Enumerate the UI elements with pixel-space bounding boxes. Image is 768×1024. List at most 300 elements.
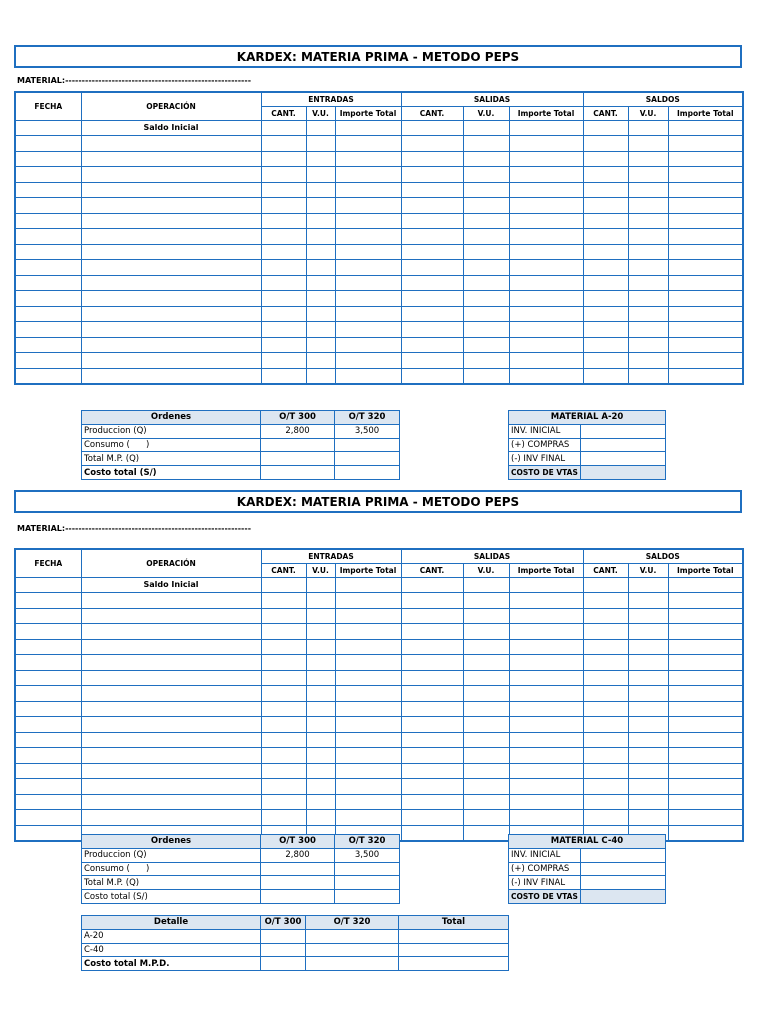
- cell[interactable]: [668, 825, 743, 841]
- cell[interactable]: [261, 120, 306, 136]
- cell[interactable]: [509, 167, 583, 183]
- cell[interactable]: [15, 825, 81, 841]
- cell[interactable]: [509, 639, 583, 655]
- cell[interactable]: [628, 353, 668, 369]
- cell[interactable]: [306, 368, 335, 384]
- cell[interactable]: [15, 167, 81, 183]
- cell[interactable]: [15, 624, 81, 640]
- cell[interactable]: [81, 182, 261, 198]
- cell[interactable]: [81, 167, 261, 183]
- cell[interactable]: [306, 957, 399, 971]
- cell[interactable]: [401, 639, 463, 655]
- cell[interactable]: [81, 779, 261, 795]
- cell[interactable]: [261, 639, 306, 655]
- consumo-ot320[interactable]: [335, 438, 400, 452]
- cell[interactable]: [306, 322, 335, 338]
- cell[interactable]: [668, 717, 743, 733]
- cell[interactable]: [668, 794, 743, 810]
- cell[interactable]: [668, 337, 743, 353]
- cell[interactable]: [668, 639, 743, 655]
- cell[interactable]: [583, 120, 628, 136]
- cell[interactable]: [401, 337, 463, 353]
- consumo-ot300[interactable]: [261, 862, 335, 876]
- cell[interactable]: [628, 608, 668, 624]
- cell[interactable]: [401, 577, 463, 593]
- cell[interactable]: [15, 260, 81, 276]
- cell[interactable]: [668, 732, 743, 748]
- cell[interactable]: [306, 624, 335, 640]
- cell[interactable]: [463, 670, 509, 686]
- cell[interactable]: [261, 182, 306, 198]
- cell[interactable]: [261, 260, 306, 276]
- cell[interactable]: [81, 810, 261, 826]
- cell[interactable]: [401, 608, 463, 624]
- cell[interactable]: [509, 794, 583, 810]
- cell[interactable]: [668, 306, 743, 322]
- cell[interactable]: [335, 779, 401, 795]
- cell[interactable]: [81, 655, 261, 671]
- inv-inicial-value[interactable]: [581, 848, 666, 862]
- cell[interactable]: [583, 337, 628, 353]
- cell[interactable]: [509, 686, 583, 702]
- cell[interactable]: [335, 306, 401, 322]
- costo-total-ot300[interactable]: [261, 890, 335, 904]
- cell[interactable]: [335, 810, 401, 826]
- cell[interactable]: [463, 655, 509, 671]
- cell[interactable]: [306, 655, 335, 671]
- cell[interactable]: [335, 151, 401, 167]
- cell[interactable]: [463, 686, 509, 702]
- cell[interactable]: [583, 198, 628, 214]
- cell[interactable]: [306, 151, 335, 167]
- cell[interactable]: [15, 353, 81, 369]
- cell[interactable]: [81, 322, 261, 338]
- cell[interactable]: [463, 306, 509, 322]
- cell[interactable]: [628, 151, 668, 167]
- cell[interactable]: [335, 353, 401, 369]
- total-mp-ot300[interactable]: [261, 452, 335, 466]
- cell[interactable]: [509, 151, 583, 167]
- cell[interactable]: [15, 763, 81, 779]
- cell[interactable]: [15, 748, 81, 764]
- cell[interactable]: [463, 275, 509, 291]
- cell[interactable]: [401, 353, 463, 369]
- cell[interactable]: [335, 763, 401, 779]
- cell[interactable]: [401, 120, 463, 136]
- cell[interactable]: [261, 198, 306, 214]
- cell[interactable]: [261, 229, 306, 245]
- cell[interactable]: [401, 794, 463, 810]
- cell[interactable]: [261, 810, 306, 826]
- cell[interactable]: [401, 213, 463, 229]
- cell[interactable]: [463, 639, 509, 655]
- cell[interactable]: [306, 167, 335, 183]
- cell[interactable]: [261, 929, 306, 943]
- cell[interactable]: [335, 120, 401, 136]
- cell[interactable]: [335, 686, 401, 702]
- cell[interactable]: [15, 779, 81, 795]
- cell[interactable]: [509, 275, 583, 291]
- cell[interactable]: [81, 794, 261, 810]
- cell[interactable]: [306, 353, 335, 369]
- cell[interactable]: [399, 943, 509, 957]
- cell[interactable]: [81, 763, 261, 779]
- cell[interactable]: [306, 577, 335, 593]
- compras-value[interactable]: [581, 862, 666, 876]
- cell[interactable]: [668, 368, 743, 384]
- cell[interactable]: [509, 779, 583, 795]
- cell[interactable]: [81, 368, 261, 384]
- cell[interactable]: [401, 593, 463, 609]
- cell[interactable]: [628, 732, 668, 748]
- cell[interactable]: [261, 732, 306, 748]
- cell[interactable]: [628, 229, 668, 245]
- cell[interactable]: [81, 275, 261, 291]
- cell[interactable]: [509, 810, 583, 826]
- cell[interactable]: [583, 229, 628, 245]
- cell[interactable]: [463, 717, 509, 733]
- cell[interactable]: [306, 748, 335, 764]
- cell[interactable]: [463, 337, 509, 353]
- cell[interactable]: [463, 810, 509, 826]
- cell[interactable]: [401, 748, 463, 764]
- cell[interactable]: [583, 136, 628, 152]
- cell[interactable]: [306, 198, 335, 214]
- cell[interactable]: [628, 577, 668, 593]
- cell[interactable]: [261, 306, 306, 322]
- cell[interactable]: [509, 244, 583, 260]
- cell[interactable]: [335, 213, 401, 229]
- cell[interactable]: [306, 717, 335, 733]
- cell[interactable]: [509, 732, 583, 748]
- cell[interactable]: [261, 368, 306, 384]
- cell[interactable]: [463, 732, 509, 748]
- cell[interactable]: [509, 748, 583, 764]
- cell[interactable]: [668, 120, 743, 136]
- cell[interactable]: [628, 291, 668, 307]
- cell[interactable]: [463, 825, 509, 841]
- cell[interactable]: [15, 337, 81, 353]
- cell[interactable]: [261, 943, 306, 957]
- cell[interactable]: [306, 136, 335, 152]
- cell[interactable]: [509, 306, 583, 322]
- cell[interactable]: [335, 136, 401, 152]
- cell[interactable]: [261, 275, 306, 291]
- cell[interactable]: [15, 120, 81, 136]
- cell[interactable]: [81, 670, 261, 686]
- cell[interactable]: [583, 322, 628, 338]
- cell[interactable]: [628, 167, 668, 183]
- cell[interactable]: [583, 353, 628, 369]
- cell[interactable]: [335, 291, 401, 307]
- cell[interactable]: [668, 213, 743, 229]
- cell[interactable]: [261, 763, 306, 779]
- cell[interactable]: [628, 686, 668, 702]
- cell[interactable]: [335, 701, 401, 717]
- cell[interactable]: [668, 151, 743, 167]
- cell[interactable]: [583, 794, 628, 810]
- cell[interactable]: [261, 167, 306, 183]
- cell[interactable]: [628, 701, 668, 717]
- cell[interactable]: [401, 825, 463, 841]
- cell[interactable]: [401, 151, 463, 167]
- cell[interactable]: [583, 608, 628, 624]
- costo-total-ot300[interactable]: [261, 466, 335, 480]
- consumo-ot320[interactable]: [335, 862, 400, 876]
- cell[interactable]: [463, 794, 509, 810]
- cell[interactable]: [628, 136, 668, 152]
- cell[interactable]: [306, 306, 335, 322]
- cell[interactable]: [583, 275, 628, 291]
- cell[interactable]: [668, 670, 743, 686]
- cell[interactable]: [463, 136, 509, 152]
- cell[interactable]: [509, 213, 583, 229]
- cell[interactable]: [261, 748, 306, 764]
- cell[interactable]: [81, 639, 261, 655]
- cell[interactable]: [15, 670, 81, 686]
- cell[interactable]: [583, 291, 628, 307]
- cell[interactable]: [15, 810, 81, 826]
- cell[interactable]: [668, 167, 743, 183]
- cell[interactable]: [335, 593, 401, 609]
- consumo-ot300[interactable]: [261, 438, 335, 452]
- cell[interactable]: [335, 794, 401, 810]
- cell[interactable]: [463, 229, 509, 245]
- cell[interactable]: [261, 577, 306, 593]
- cell[interactable]: [401, 732, 463, 748]
- cell[interactable]: [401, 260, 463, 276]
- cell[interactable]: [628, 748, 668, 764]
- cell[interactable]: [628, 655, 668, 671]
- cell[interactable]: [401, 322, 463, 338]
- cell[interactable]: [628, 779, 668, 795]
- cell[interactable]: [668, 593, 743, 609]
- cell[interactable]: [81, 717, 261, 733]
- cell[interactable]: [335, 182, 401, 198]
- cell[interactable]: [509, 701, 583, 717]
- cell[interactable]: [306, 779, 335, 795]
- cell[interactable]: [463, 151, 509, 167]
- cell[interactable]: [335, 368, 401, 384]
- cell[interactable]: [401, 779, 463, 795]
- compras-value[interactable]: [581, 438, 666, 452]
- cell[interactable]: [306, 686, 335, 702]
- cell[interactable]: [15, 794, 81, 810]
- cell[interactable]: [15, 306, 81, 322]
- cell[interactable]: [306, 120, 335, 136]
- cell[interactable]: [335, 244, 401, 260]
- cell[interactable]: [15, 291, 81, 307]
- cell[interactable]: [81, 686, 261, 702]
- produccion-ot300[interactable]: 2,800: [261, 848, 335, 862]
- cell[interactable]: [306, 275, 335, 291]
- total-mp-ot320[interactable]: [335, 452, 400, 466]
- inv-final-value[interactable]: [581, 876, 666, 890]
- cell[interactable]: [306, 229, 335, 245]
- cell[interactable]: [335, 670, 401, 686]
- cell[interactable]: [15, 198, 81, 214]
- cell[interactable]: [261, 624, 306, 640]
- cell[interactable]: [306, 639, 335, 655]
- cell[interactable]: [668, 686, 743, 702]
- inv-final-value[interactable]: [581, 452, 666, 466]
- cell[interactable]: [628, 244, 668, 260]
- cell[interactable]: [81, 213, 261, 229]
- cell[interactable]: [401, 701, 463, 717]
- cell[interactable]: [401, 670, 463, 686]
- cell[interactable]: [261, 686, 306, 702]
- cell[interactable]: [306, 929, 399, 943]
- cell[interactable]: [628, 182, 668, 198]
- cell[interactable]: [261, 136, 306, 152]
- cell[interactable]: [15, 229, 81, 245]
- cell[interactable]: [261, 701, 306, 717]
- cell[interactable]: [15, 701, 81, 717]
- cell[interactable]: [81, 624, 261, 640]
- cell[interactable]: [668, 701, 743, 717]
- cell[interactable]: [306, 794, 335, 810]
- cell[interactable]: [81, 306, 261, 322]
- cell[interactable]: [583, 701, 628, 717]
- cell[interactable]: [15, 639, 81, 655]
- cell[interactable]: [509, 337, 583, 353]
- cell[interactable]: [15, 136, 81, 152]
- cell[interactable]: [335, 655, 401, 671]
- cell[interactable]: [15, 213, 81, 229]
- cell[interactable]: [335, 608, 401, 624]
- cell[interactable]: [335, 337, 401, 353]
- cell[interactable]: [335, 732, 401, 748]
- cell[interactable]: [401, 275, 463, 291]
- cell[interactable]: [509, 229, 583, 245]
- cell[interactable]: [463, 624, 509, 640]
- cell[interactable]: [583, 593, 628, 609]
- cell[interactable]: [668, 577, 743, 593]
- cell[interactable]: [81, 260, 261, 276]
- cell[interactable]: [81, 732, 261, 748]
- cell[interactable]: [81, 608, 261, 624]
- cell[interactable]: [463, 322, 509, 338]
- cell[interactable]: [81, 748, 261, 764]
- cell[interactable]: [583, 244, 628, 260]
- cell[interactable]: [15, 732, 81, 748]
- cell[interactable]: [668, 655, 743, 671]
- cell[interactable]: [15, 322, 81, 338]
- cell[interactable]: [509, 608, 583, 624]
- cell[interactable]: [335, 717, 401, 733]
- cell[interactable]: [668, 608, 743, 624]
- costo-vtas-value[interactable]: [581, 466, 666, 480]
- cell[interactable]: [463, 167, 509, 183]
- cell[interactable]: [583, 260, 628, 276]
- cell[interactable]: [306, 182, 335, 198]
- cell[interactable]: [463, 260, 509, 276]
- cell[interactable]: [15, 368, 81, 384]
- cell[interactable]: [509, 763, 583, 779]
- cell[interactable]: [463, 213, 509, 229]
- cell[interactable]: [583, 763, 628, 779]
- cell[interactable]: [509, 670, 583, 686]
- cell[interactable]: [583, 624, 628, 640]
- cell[interactable]: [401, 717, 463, 733]
- cell[interactable]: [81, 353, 261, 369]
- cell[interactable]: [15, 608, 81, 624]
- cell[interactable]: [306, 260, 335, 276]
- inv-inicial-value[interactable]: [581, 424, 666, 438]
- total-mp-ot320[interactable]: [335, 876, 400, 890]
- cell[interactable]: [81, 701, 261, 717]
- cell[interactable]: [335, 748, 401, 764]
- cell[interactable]: [463, 608, 509, 624]
- cell[interactable]: [401, 167, 463, 183]
- cell[interactable]: [583, 167, 628, 183]
- cell[interactable]: [15, 686, 81, 702]
- cell[interactable]: [463, 748, 509, 764]
- cell[interactable]: [15, 182, 81, 198]
- cell[interactable]: [463, 368, 509, 384]
- cell[interactable]: [261, 151, 306, 167]
- cell[interactable]: [81, 291, 261, 307]
- costo-total-ot320[interactable]: [335, 890, 400, 904]
- cell[interactable]: [668, 810, 743, 826]
- cell[interactable]: [668, 748, 743, 764]
- cell[interactable]: [401, 624, 463, 640]
- cell[interactable]: [509, 624, 583, 640]
- cell[interactable]: [306, 943, 399, 957]
- cell[interactable]: [509, 577, 583, 593]
- cell[interactable]: [261, 322, 306, 338]
- cell[interactable]: [628, 198, 668, 214]
- cell[interactable]: [668, 260, 743, 276]
- produccion-ot320[interactable]: 3,500: [335, 424, 400, 438]
- cell[interactable]: [261, 291, 306, 307]
- cell[interactable]: [583, 810, 628, 826]
- cell[interactable]: [628, 717, 668, 733]
- cell[interactable]: [81, 151, 261, 167]
- cell[interactable]: [668, 291, 743, 307]
- cell[interactable]: [81, 244, 261, 260]
- cell[interactable]: [306, 763, 335, 779]
- cell[interactable]: [509, 260, 583, 276]
- cell[interactable]: [583, 779, 628, 795]
- cell[interactable]: [583, 670, 628, 686]
- cell[interactable]: [463, 593, 509, 609]
- cell[interactable]: [335, 639, 401, 655]
- produccion-ot320[interactable]: 3,500: [335, 848, 400, 862]
- cell[interactable]: [15, 244, 81, 260]
- cell[interactable]: [668, 182, 743, 198]
- cell[interactable]: [306, 810, 335, 826]
- cell[interactable]: [463, 577, 509, 593]
- cell[interactable]: [401, 763, 463, 779]
- cell[interactable]: [463, 198, 509, 214]
- cell[interactable]: [399, 929, 509, 943]
- cell[interactable]: [668, 136, 743, 152]
- cell[interactable]: [81, 593, 261, 609]
- cell[interactable]: [15, 593, 81, 609]
- cell[interactable]: [335, 275, 401, 291]
- cell[interactable]: [306, 213, 335, 229]
- cell[interactable]: [463, 244, 509, 260]
- cell[interactable]: [463, 701, 509, 717]
- cell[interactable]: [668, 275, 743, 291]
- cell[interactable]: [509, 120, 583, 136]
- cell[interactable]: [81, 337, 261, 353]
- cell[interactable]: [306, 291, 335, 307]
- cell[interactable]: [628, 260, 668, 276]
- cell[interactable]: [81, 198, 261, 214]
- cell[interactable]: [583, 577, 628, 593]
